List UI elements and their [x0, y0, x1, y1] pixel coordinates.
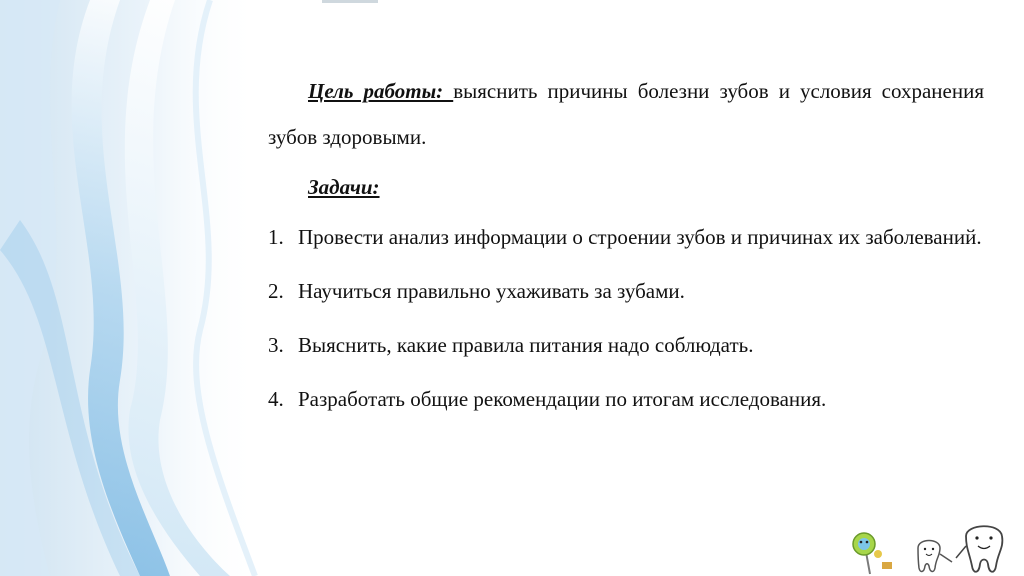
task-item: [268, 322, 984, 368]
mascot-decoration: [848, 518, 1018, 576]
task-number: 1.: [268, 225, 284, 249]
task-item: [268, 268, 984, 314]
goal-label: Цель работы:: [308, 79, 454, 103]
task-text: Разработать общие рекомендации по итогам исследования.: [298, 387, 827, 411]
task-item: [268, 376, 984, 422]
lollipop-character-icon: [853, 533, 892, 574]
small-tooth-character-icon: [918, 541, 952, 572]
tasks-title: Задачи:: [308, 175, 380, 199]
slide-content: [268, 68, 984, 422]
goal-paragraph: [268, 68, 984, 160]
tasks-list: [268, 214, 984, 422]
tooth-character-icon: [956, 526, 1002, 572]
task-number: 4.: [268, 387, 284, 411]
task-number: 2.: [268, 279, 284, 303]
goal-text: выяснить причины болезни зубов и условия сохранения зубов здоровыми.: [268, 79, 984, 149]
task-text: Выяснить, какие правила питания надо соблюдать.: [298, 333, 754, 357]
task-item: [268, 214, 984, 260]
task-text: Провести анализ информации о строении зубов и причинах их заболеваний.: [298, 225, 982, 249]
task-number: 3.: [268, 333, 284, 357]
task-text: Научиться правильно ухаживать за зубами.: [298, 279, 685, 303]
top-tab-mark: [322, 0, 378, 3]
